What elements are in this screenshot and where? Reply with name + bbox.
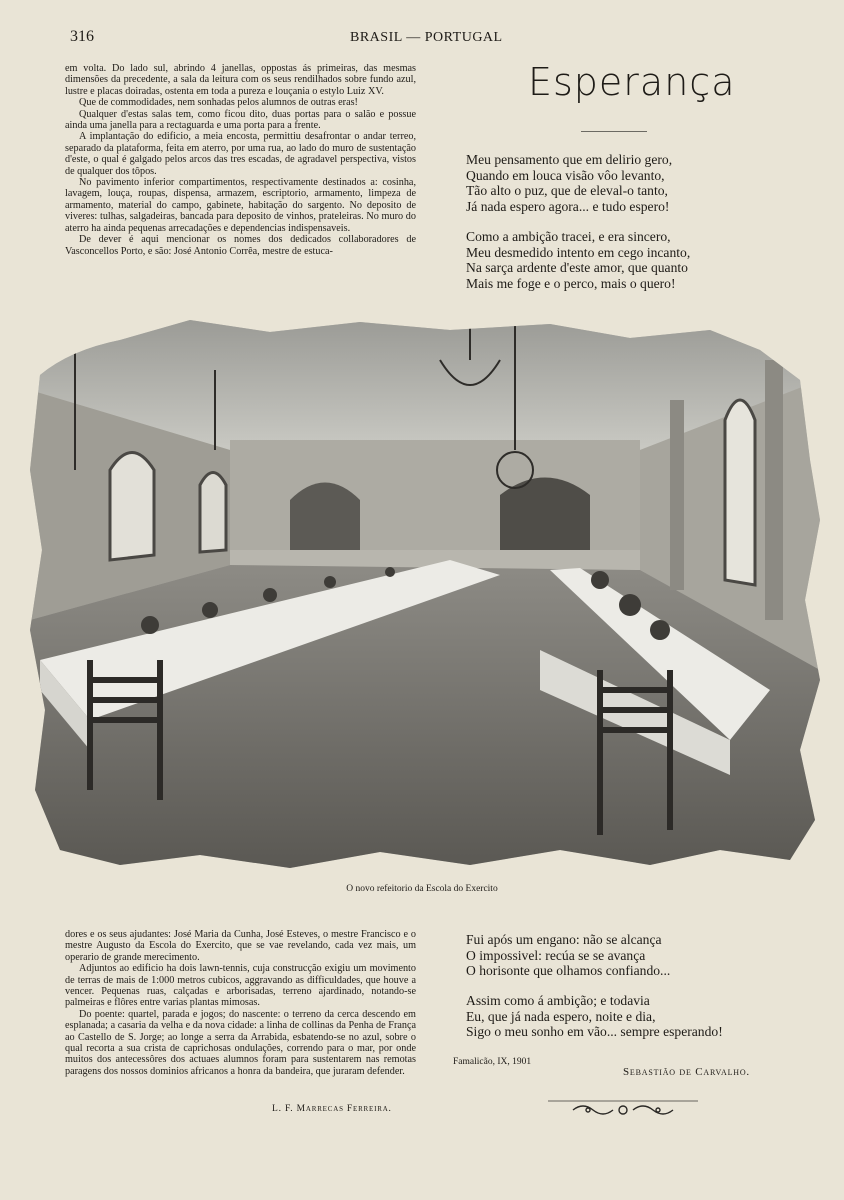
poem-line: Assim como á ambição; e todavia — [466, 993, 650, 1008]
article-paragraph: Do poente: quartel, parada e jogos; do nascente: o terreno da cerca descendo em esplanada; a casaria da velha e da nova cidade: a linha de collinas da Penha de França ao Castello de S. Jorge; ao longe a serra da Arrabida, esbatendo-se no azul, sobre o qual recorta a sua crista de caprichosas ondulações, correndo para o mar, por onde muitos dos antecessôres dos actuaes alumnos foram para sustentarem nas remotas paragens dos nossos dominios africanos a honra da bandeira, que juraram defender. — [65, 1008, 416, 1077]
poem-stanza-1 — [466, 152, 672, 214]
poem-line: Como a ambição tracei, e era sincero, — [466, 229, 671, 244]
article-top-column — [65, 63, 416, 257]
ornament-divider-icon — [548, 1098, 698, 1118]
poem-stanza-4 — [466, 993, 723, 1040]
article-paragraph: dores e os seus ajudantes: José Maria da Cunha, José Esteves, o mestre Francisco e o mestre Augusto da Escola do Exercito, que se vae revelando, cada vez mais, um operario de grande merecimento. — [65, 929, 416, 963]
poem-line: Quando em louca visão vôo levanto, — [466, 167, 665, 183]
poem-line: Meu pensamento que em delirio gero, — [466, 152, 673, 167]
article-paragraph: Adjuntos ao edificio ha dois lawn-tennis, cuja construcção exigiu um movimento de terras de mais de 1:000 metros cubicos, aggravando as difficuldades, que houve a vencer. Pequenas ruas, calçadas e arborisadas, terreno ajardinado, notando-se palmeiras e flôres entre varias plantas mimosas. — [65, 963, 416, 1009]
article-paragraph: No pavimento inferior compartimentos, respectivamente destinados a: cosinha, lavagem, louça, roupas, dispensa, armazem, escriptorio, armamento, limpeza de armamento, material do campo, gabinete, habitação do sargento. No deposito de viveres: tulhas, salgadeiras, bancada para deposito de vinhos, prateleiras. No muro do aterro ha ainda pequenas arrecadações e dependencias indispensaveis. — [65, 177, 416, 234]
poem-line: Já nada espero agora... e tudo espero! — [466, 198, 670, 214]
poem-line: Mais me foge e o perco, mais o quero! — [466, 275, 676, 291]
poem-line: Tão alto o puz, que de eleval-o tanto, — [466, 183, 668, 199]
page-header — [70, 28, 770, 48]
poem-author: Sebastião de Carvalho. — [623, 1066, 750, 1078]
page-number: 316 — [70, 28, 94, 45]
title-divider — [581, 131, 647, 132]
poem-line: Sigo o meu sonho em vão... sempre esperando! — [466, 1024, 723, 1040]
poem-stanza-3 — [466, 932, 670, 979]
poem-place-date: Famalicão, IX, 1901 — [453, 1057, 532, 1067]
poem-line: Na sarça ardente d'este amor, que quanto — [466, 260, 688, 276]
poem-stanza-2 — [466, 229, 690, 291]
photo-caption: O novo refeitorio da Escola do Exercito — [346, 884, 498, 894]
article-paragraph: A implantação do edificio, a meia encosta, permittiu desafrontar o andar terreo, separado da plataforma, feita em aterro, por uma rua, ao lado do muro de sustentação d'este, o qual é galgado pelos arcos das tres escadas, de agradavel perspectiva, vistos de qualquer dos tôpos. — [65, 131, 416, 177]
poem-line: O horisonte que olhamos confiando... — [466, 963, 671, 979]
article-paragraph: em volta. Do lado sul, abrindo 4 janellas, oppostas ás primeiras, das mesmas dimensões da precedente, a sala da leitura com os seus rendilhados sobre fundo azul, lustre e placas doiradas, ostenta em toda a pureza e louçania o estylo Luiz XV. — [65, 63, 416, 97]
article-author: L. F. Marrecas Ferreira. — [272, 1104, 392, 1114]
article-paragraph: Que de commodidades, nem sonhadas pelos alumnos de outras eras! — [79, 97, 358, 109]
poem-line: Eu, que já nada espero, noite e dia, — [466, 1008, 656, 1024]
poem-line: Meu desmedido intento em cego incanto, — [466, 244, 691, 260]
refectory-photo — [30, 320, 820, 870]
poem-line: Fui após um engano: não se alcança — [466, 932, 662, 947]
journal-title: BRASIL — PORTUGAL — [350, 30, 503, 45]
article-paragraph: Qualquer d'estas salas tem, como ficou dito, duas portas para o salão e possue ainda uma janella para a rectaguarda e uma porta para a frente. — [65, 108, 416, 132]
article-paragraph: De dever é aqui mencionar os nomes dos dedicados collaboradores de Vasconcellos Porto, e são: José Antonio Corrêa, mestre de estuca- — [65, 234, 416, 257]
poem-title: Esperança — [528, 60, 736, 104]
article-bottom-column — [65, 929, 416, 1077]
poem-line: O impossivel: recúa se se avança — [466, 947, 646, 963]
